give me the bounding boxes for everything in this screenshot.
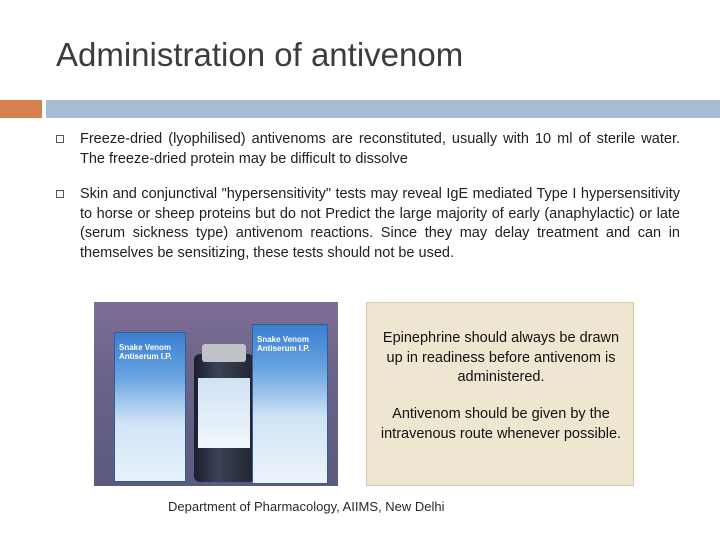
square-bullet-icon <box>56 190 64 198</box>
box-left-label: Snake Venom Antiserum I.P. <box>119 343 172 361</box>
bullet-item <box>56 130 680 169</box>
accent-bar-blue <box>46 100 720 118</box>
note-epinephrine: Epinephrine should always be drawn up in readiness before antivenom is administered. <box>382 330 620 385</box>
antivenom-vial <box>194 354 254 482</box>
accent-bar-orange <box>0 100 42 118</box>
vial-cap <box>202 344 246 362</box>
antiserum-box-right <box>252 324 328 484</box>
bullet-item <box>56 185 680 263</box>
slide-title: Administration of antivenom <box>56 36 464 73</box>
vial-label <box>198 378 250 448</box>
note-box <box>366 302 634 486</box>
antivenom-product-photo <box>94 302 338 486</box>
bullet-text: Freeze-dried (lyophilised) antivenoms are reconstituted, usually with 10 ml of sterile water. The freeze-dried protein may be difficult to dissolve <box>80 131 680 167</box>
bullet-text: Skin and conjunctival "hypersensitivity" tests may reveal IgE mediated Type I hypersensitivity to horse or sheep proteins but do not Predict the large majority of early (anaphylactic) or late (serum sickness type) antivenom reactions. Since they may delay treatment and can in themselves be sensitizing, these tests should not be used. <box>80 186 680 261</box>
box-right-label: Snake Venom Antiserum I.P. <box>257 335 310 353</box>
footer-credit: Department of Pharmacology, AIIMS, New Delhi <box>168 499 445 514</box>
bullet-list <box>56 130 680 279</box>
antiserum-box-left <box>114 332 186 482</box>
note-iv-route: Antivenom should be given by the intravenous route whenever possible. <box>380 406 622 442</box>
square-bullet-icon <box>56 135 64 143</box>
